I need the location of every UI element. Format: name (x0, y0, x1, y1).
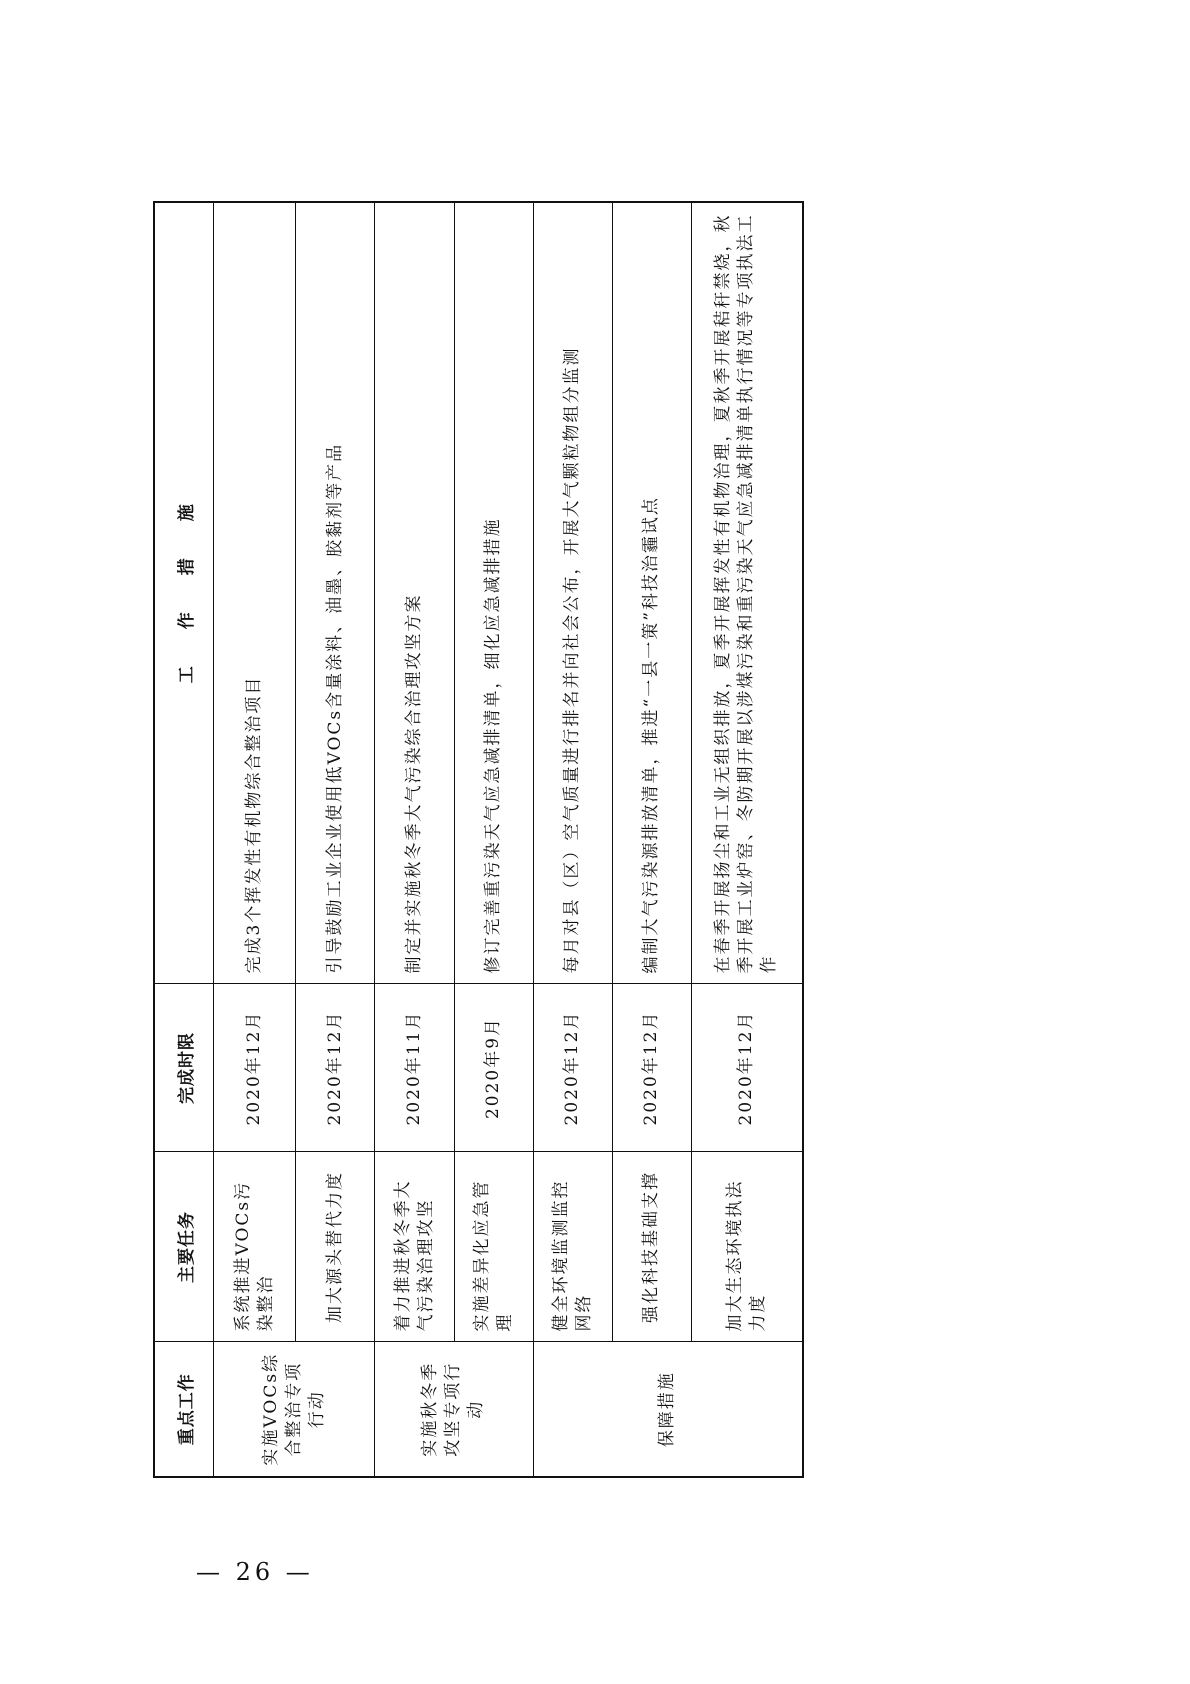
task-cell: 健全环境监测监控网络 (533, 1152, 612, 1342)
measure-cell: 完成3个挥发性有机物综合整治项目 (214, 202, 296, 984)
key-work-cell: 实施VOCs综合整治专项行动 (214, 1342, 375, 1477)
measure-cell: 引导鼓励工业企业使用低VOCs含量涂料、油墨、胶黏剂等产品 (296, 202, 375, 984)
deadline-cell: 2020年12月 (214, 984, 296, 1152)
table-row (691, 202, 803, 1477)
task-cell: 加大源头替代力度 (296, 1152, 375, 1342)
task-cell: 系统推进VOCs污染整治 (214, 1152, 296, 1342)
task-cell: 强化科技基础支撑 (612, 1152, 691, 1342)
table-row (533, 202, 612, 1477)
deadline-cell: 2020年12月 (533, 984, 612, 1152)
measure-cell: 在春季开展扬尘和工业无组织排放，夏季开展挥发性有机物治理，夏秋季开展秸秆禁烧，秋季开展工业炉窑、冬防期开展以涉煤污染和重污染天气应急减排清单执行情况等专项执法工作 (691, 202, 803, 984)
deadline-cell: 2020年12月 (691, 984, 803, 1152)
rotated-table-container (153, 203, 804, 1478)
table-row (375, 202, 455, 1477)
header-measures: 工 作 措 施 (154, 202, 214, 984)
table-row (214, 202, 296, 1477)
measure-cell: 修订完善重污染天气应急减排清单，细化应急减排措施 (455, 202, 534, 984)
header-key-work: 重点工作 (154, 1342, 214, 1477)
work-plan-table (153, 201, 804, 1478)
table-row (455, 202, 534, 1477)
table-header-row (154, 202, 214, 1477)
measure-cell: 每月对县（区）空气质量进行排名并向社会公布，开展大气颗粒物组分监测 (533, 202, 612, 984)
header-deadline: 完成时限 (154, 984, 214, 1152)
table-row (612, 202, 691, 1477)
task-cell: 加大生态环境执法力度 (691, 1152, 803, 1342)
page-number: — 26 — (196, 1558, 314, 1586)
deadline-cell: 2020年12月 (612, 984, 691, 1152)
deadline-cell: 2020年9月 (455, 984, 534, 1152)
deadline-cell: 2020年11月 (375, 984, 455, 1152)
key-work-cell: 保障措施 (533, 1342, 803, 1477)
task-cell: 着力推进秋冬季大气污染治理攻坚 (375, 1152, 455, 1342)
deadline-cell: 2020年12月 (296, 984, 375, 1152)
task-cell: 实施差异化应急管理 (455, 1152, 534, 1342)
key-work-cell: 实施秋冬季攻坚专项行动 (375, 1342, 534, 1477)
table-row (296, 202, 375, 1477)
measure-cell: 编制大气污染源排放清单，推进“一县一策”科技治霾试点 (612, 202, 691, 984)
header-main-task: 主要任务 (154, 1152, 214, 1342)
measure-cell: 制定并实施秋冬季大气污染综合治理攻坚方案 (375, 202, 455, 984)
